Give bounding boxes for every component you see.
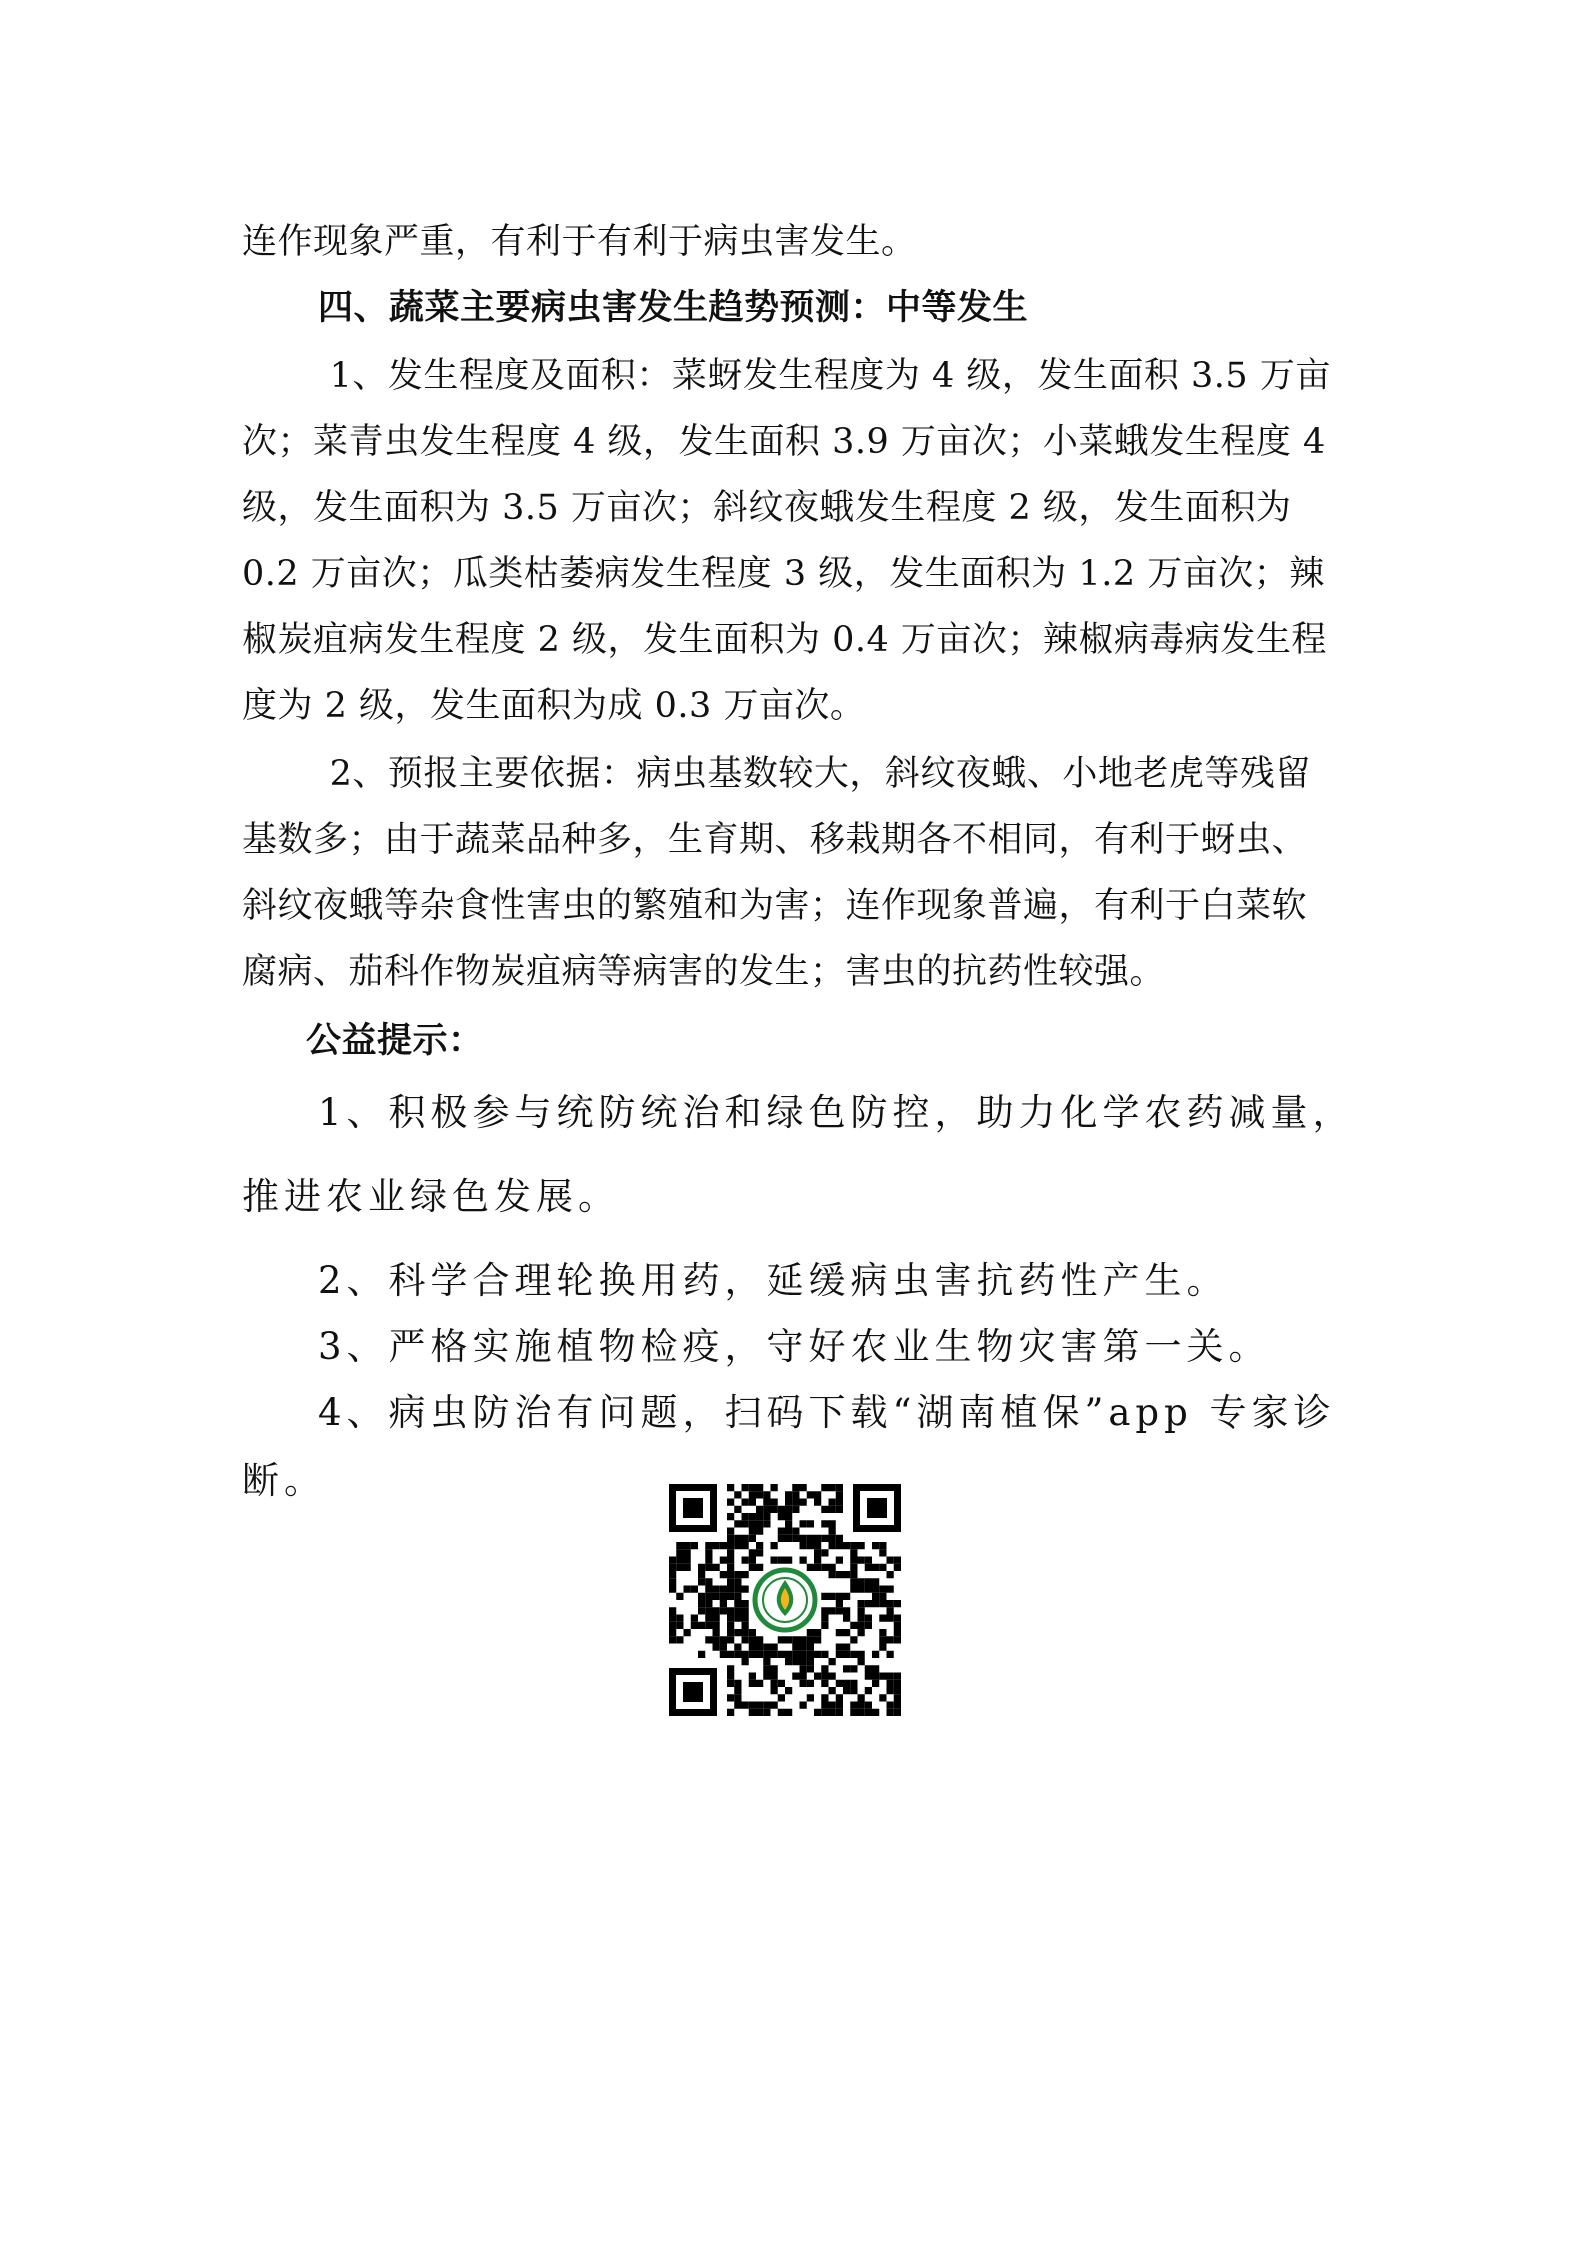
paragraph-line: 次；菜青虫发生程度 4 级，发生面积 3.9 万亩次；小菜蛾发生程度 4 (242, 422, 1326, 462)
section4-heading (318, 280, 1428, 330)
paragraph-line: 0.2 万亩次；瓜类枯萎病发生程度 3 级，发生面积为 1.2 万亩次；辣 (242, 554, 1325, 594)
paragraph-line: 1、发生程度及面积：菜蚜发生程度为 4 级，发生面积 3.5 万亩 (318, 356, 1331, 396)
qr-code[interactable] (669, 1484, 901, 1716)
paragraph-line: 度为 2 级，发生面积为成 0.3 万亩次。 (242, 686, 866, 726)
qr-code-icon (669, 1484, 901, 1716)
heading-text: 公益提示： (306, 1020, 484, 1061)
paragraph-line: 级，发生面积为 3.5 万亩次；斜纹夜蛾发生程度 2 级，发生面积为 (242, 488, 1292, 528)
tip-line: 1、积极参与统防统治和绿色防控，助力化学农药减量， (318, 1091, 1355, 1134)
text-line: 连作现象严重，有利于有利于病虫害发生。 (242, 222, 917, 262)
paragraph-line: 腐病、茄科作物炭疽病等病害的发生；害虫的抗药性较强。 (242, 952, 1166, 992)
paragraph-line: 椒炭疽病发生程度 2 级，发生面积为 0.4 万亩次；辣椒病毒病发生程 (242, 620, 1327, 660)
heading-text: 四、蔬菜主要病虫害发生趋势预测：中等发生 (318, 287, 1029, 328)
continuation-line (242, 214, 1352, 264)
tip-line: 3、严格实施植物检疫，守好农业生物灾害第一关。 (318, 1325, 1271, 1368)
paragraph-line: 2、预报主要依据：病虫基数较大，斜纹夜蛾、小地老虎等残留 (318, 754, 1311, 794)
tip-line: 断。 (242, 1459, 326, 1502)
tip-line: 2、科学合理轮换用药，延缓病虫害抗药性产生。 (318, 1259, 1229, 1302)
paragraph-line: 斜纹夜蛾等杂食性害虫的繁殖和为害；连作现象普遍，有利于白菜软 (242, 886, 1308, 926)
tip-line: 推进农业绿色发展。 (242, 1175, 620, 1218)
paragraph-line: 基数多；由于蔬菜品种多，生育期、移栽期各不相同，有利于蚜虫、 (242, 820, 1308, 860)
notice-heading (306, 1013, 1416, 1063)
tip-line: 4、病虫防治有问题，扫码下载“湖南植保”app 专家诊 (318, 1391, 1336, 1434)
